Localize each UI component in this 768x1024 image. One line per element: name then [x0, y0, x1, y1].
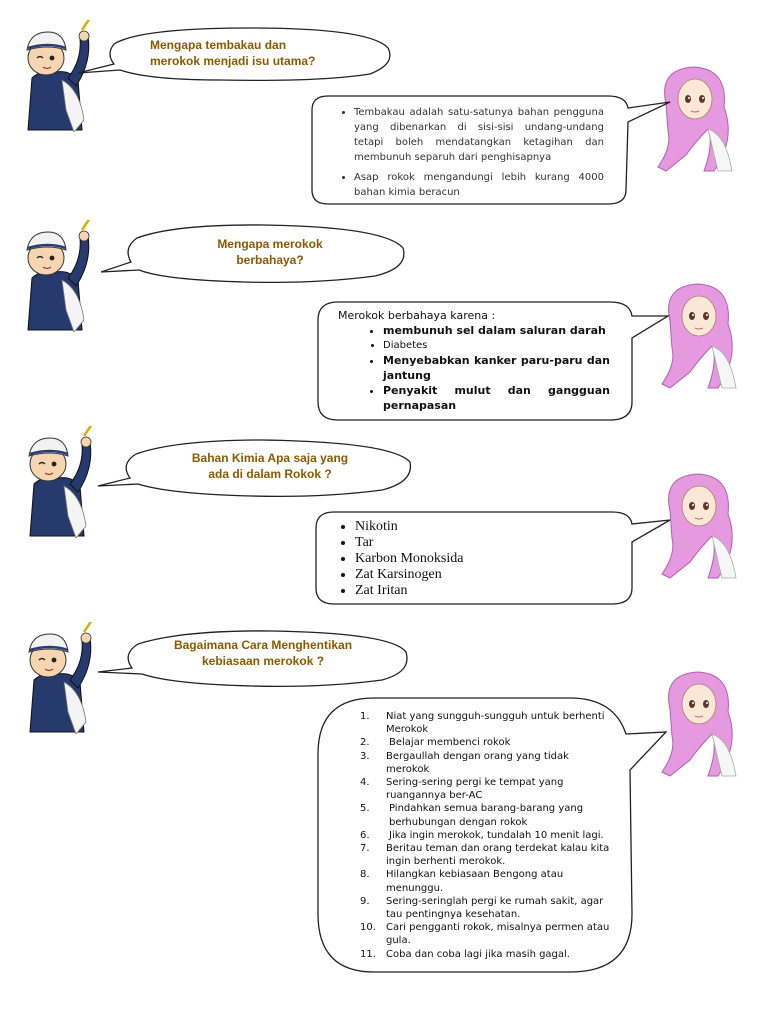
question-4 [160, 637, 366, 669]
question-2-line-1: Mengapa merokok [217, 237, 323, 251]
answer-3-bullet-2: • Tar [355, 535, 588, 551]
step-text: Pindahkan semua barang-barang yang berhubungan dengan rokok [389, 803, 584, 828]
step-number: 4. [360, 777, 370, 789]
answer-2-bullet-3: • Menyebabkan kanker paru-paru dan jantung [383, 353, 610, 383]
step-text: Sering-sering pergi ke tempat yang ruangannya ber-AC [386, 777, 564, 802]
step-text: Sering-seringlah pergi ke rumah sakit, agar tau pentingnya kesehatan. [386, 895, 604, 921]
steps-list [360, 710, 612, 961]
boy-character-2 [10, 220, 100, 332]
list-item [360, 802, 612, 828]
step-text: Jika ingin merokok, tundalah 10 menit lagi. [389, 829, 604, 841]
answer-1-bullet-1: • Tembakau adalah satu-satunya bahan pengguna yang dibenarkan di sisi-sisi undang-undang tetapi boleh mendatangkan ketagihan dan membunuh separuh dari penghisapnya [354, 105, 604, 165]
step-text: Belajar membenci rokok [389, 737, 511, 749]
answer-4 [360, 710, 612, 961]
step-number: 10. [360, 922, 376, 934]
step-text: Bergaullah dengan orang yang tidak merokok [386, 750, 569, 775]
step-number: 5. [360, 803, 370, 815]
step-number: 1. [360, 711, 370, 722]
question-4-line-1: Bagaimana Cara Menghentikan [173, 638, 353, 652]
answer-2-intro: Merokok berbahaya karena : [338, 309, 496, 322]
step-text: Coba dan coba lagi jika masih gagal. [386, 948, 570, 960]
list-item [360, 921, 612, 947]
step-text: Cari pengganti rokok, misalnya permen atau gula. [386, 922, 610, 947]
question-1-line-1: Mengapa tembakau dan [150, 38, 287, 52]
list-item [360, 776, 612, 802]
answer-3-bullet-4: • Zat Karsinogen [355, 567, 588, 583]
answer-2-bullet-2: • Diabetes [383, 338, 610, 353]
list-item [360, 750, 612, 776]
step-number: 11. [360, 948, 376, 960]
question-1-line-2: merokok menjadi isu utama? [150, 54, 316, 68]
list-item [360, 842, 612, 868]
answer-1-bullet-2: • Asap rokok mengandungi lebih kurang 4000 bahan kimia beracun [354, 170, 604, 200]
step-number: 7. [360, 843, 370, 855]
step-number: 3. [360, 750, 370, 762]
question-2 [190, 236, 350, 268]
question-3-line-2: ada di dalam Rokok ? [208, 467, 332, 481]
list-item [360, 948, 612, 961]
answer-3 [328, 519, 588, 599]
step-number: 6. [360, 829, 370, 841]
question-3-line-1: Bahan Kimia Apa saja yang [191, 451, 349, 465]
answer-3-bullet-3: • Karbon Monoksida [355, 551, 588, 567]
question-2-line-2: berbahaya? [236, 253, 304, 267]
answer-3-bullet-5: • Zat Iritan [355, 583, 588, 599]
question-4-line-2: kebiasaan merokok ? [201, 654, 325, 668]
step-text: Niat yang sungguh-sungguh untuk berhenti Merokok [386, 711, 605, 736]
step-number: 9. [360, 895, 370, 907]
answer-2-bullet-1: • membunuh sel dalam saluran darah [383, 323, 610, 338]
list-item [360, 710, 612, 736]
list-item [360, 868, 612, 894]
list-item [360, 895, 612, 921]
step-text: Hilangkan kebiasaan Bengong atau menunggu. [386, 869, 564, 894]
list-item [360, 736, 612, 749]
answer-2-bullet-4: • Penyakit mulut dan gangguan pernapasan [383, 383, 610, 413]
answer-3-bullet-1: • Nikotin [355, 519, 588, 535]
step-number: 8. [360, 869, 370, 881]
answer-1 [332, 105, 604, 205]
boy-character-3 [12, 426, 102, 538]
step-number: 2. [360, 737, 370, 749]
step-text: Beritau teman dan orang terdekat kalau kita ingin berhenti merokok. [386, 843, 610, 868]
boy-character-4 [12, 622, 102, 734]
list-item [360, 829, 612, 842]
answer-2 [338, 308, 610, 413]
question-1 [150, 37, 340, 69]
question-3 [172, 450, 368, 482]
